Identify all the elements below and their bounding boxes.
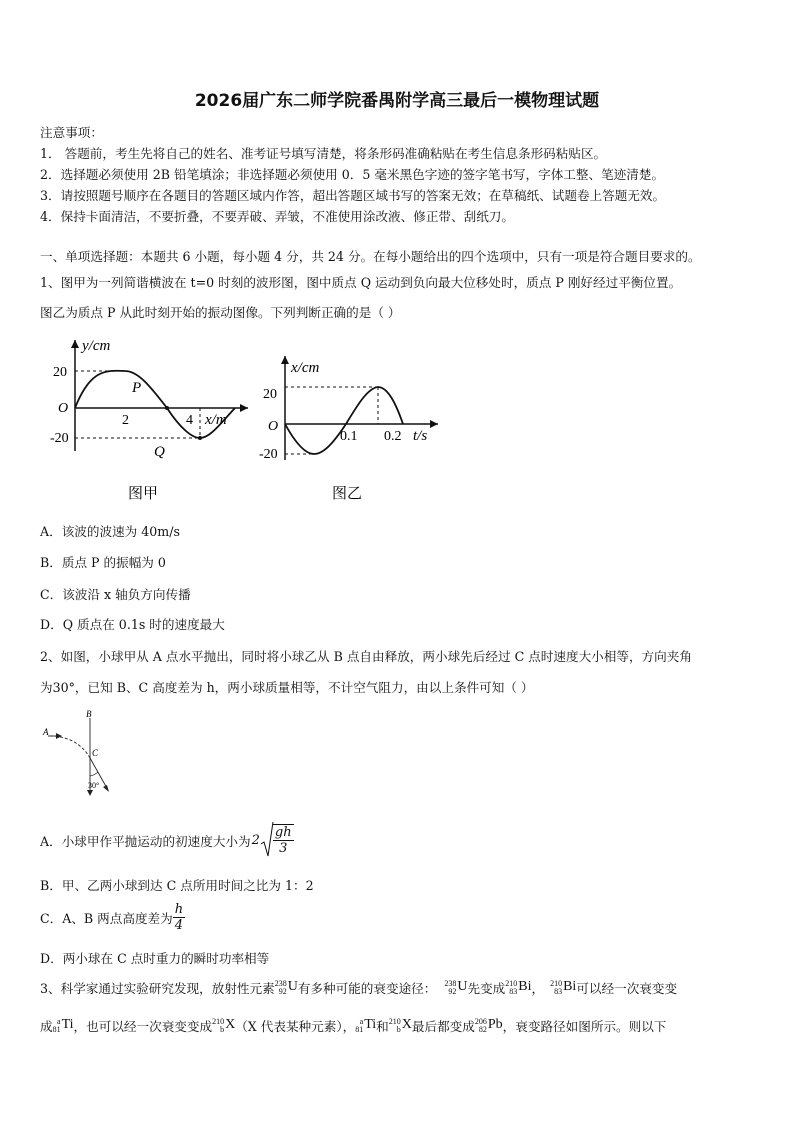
origin-label: O (268, 419, 279, 434)
element-symbol: X (225, 1017, 236, 1033)
y-axis-label: y/cm (82, 338, 111, 354)
sqrt-sign-icon (260, 820, 274, 860)
question-text: 和 (376, 1019, 389, 1034)
x-axis-label: x/m (205, 412, 227, 428)
mass-number: 210 (212, 1016, 225, 1026)
element-symbol: Bi (563, 979, 577, 995)
notice-item: 4．保持卡面清洁，不要折叠，不要弄破、弄皱，不准使用涂改液、修正带、刮纸刀。 (40, 209, 514, 224)
mass-number: 238 (274, 978, 287, 988)
q2-option-b: B．甲、乙两小球到达 C 点所用时间之比为 1：2 (40, 878, 314, 893)
question-text: 有多种可能的衰变途径： (297, 981, 437, 996)
x-tick-mid: 2 (122, 413, 129, 428)
question-3-line-1 (40, 978, 677, 997)
element-symbol: Bi (518, 979, 532, 995)
x-tick-end: 0.2 (384, 429, 402, 444)
q1-option-b: B．质点 P 的振幅为 0 (40, 555, 166, 570)
q2-option-c (40, 902, 185, 933)
atomic-number: 81 (355, 1024, 364, 1034)
q2-option-a (40, 820, 294, 860)
point-p-label: P (132, 380, 142, 396)
nuclide-x (389, 1017, 412, 1033)
origin-label: O (58, 401, 69, 416)
question-text: ， (531, 981, 545, 996)
question-text: 最后都变成 (411, 1019, 475, 1034)
atomic-number: 92 (448, 986, 457, 996)
option-text: C．A、B 两点高度差为 (40, 911, 173, 926)
question-text: 可以经一次衰变变 (576, 981, 678, 996)
element-symbol: U (457, 979, 468, 995)
question-2-text: 2、如图，小球甲从 A 点水平抛出，同时将小球乙从 B 点自由释放，两小球先后经过 C 点时速度大小相等，方向夹角 (40, 649, 692, 664)
y-tick-top: 20 (263, 387, 277, 402)
atomic-number: 92 (278, 986, 287, 996)
mass-number: a (359, 1016, 364, 1026)
x-axis-label: t/s (413, 428, 428, 444)
nuclide-x (212, 1017, 235, 1033)
angle-label: 30° (88, 781, 100, 790)
mass-number: a (57, 1016, 61, 1026)
vibration-graph-figure-yi (258, 352, 448, 506)
y-tick-bottom: -20 (50, 431, 69, 446)
y-tick-top: 20 (53, 365, 67, 380)
question-3-line-2 (40, 1016, 666, 1035)
point-c-label: C (92, 748, 99, 758)
notice-item: 1． 答题前，考生先将自己的姓名、准考证号填写清楚，将条形码准确粘贴在考生信息条形码粘贴区。 (40, 146, 607, 161)
fraction-numerator: h (174, 902, 184, 917)
nuclide-u238 (444, 979, 467, 995)
nuclide-bi210 (505, 979, 531, 995)
atomic-number: b (396, 1024, 401, 1034)
y-tick-bottom: -20 (259, 447, 278, 462)
mass-number: 210 (388, 1016, 401, 1026)
option-text: A．小球甲作平抛运动的初速度大小为 (40, 833, 251, 849)
atomic-number: 83 (554, 986, 563, 996)
notice-item: 3．请按照题号顺序在各题目的答题区域内作答，超出答题区域书写的答案无效；在草稿纸、试题卷上答题无效。 (40, 188, 666, 203)
x-tick-end: 4 (186, 413, 193, 428)
atomic-number: 81 (52, 1024, 61, 1034)
nuclide-u238 (275, 979, 298, 995)
element-symbol: Ti (61, 1017, 74, 1033)
y-axis-label: x/cm (291, 360, 320, 376)
point-b-label: B (86, 709, 92, 719)
question-text: 成 (40, 1019, 53, 1034)
figure-caption: 图甲 (128, 484, 159, 502)
notice-heading: 注意事项： (40, 125, 103, 140)
fraction (173, 902, 185, 933)
q1-option-d: D．Q 质点在 0.1s 时的速度最大 (40, 617, 225, 632)
question-1-text: 1、图甲为一列简谐横波在 t=0 时刻的波形图，图中质点 Q 运动到负向最大位移处时，质点 P 刚好经过平衡位置。 (40, 275, 682, 290)
question-text: 3、科学家通过实验研究发现，放射性元素 (40, 981, 275, 996)
question-text: ，也可以经一次衰变变成 (73, 1019, 213, 1034)
point-p-marker (165, 406, 169, 410)
notice-item: 2．选择题必须使用 2B 铅笔填涂；非选择题必须使用 0．5 毫米黑色字迹的签字笔书写，字体工整、笔迹清楚。 (40, 167, 665, 182)
figure-caption: 图乙 (332, 484, 363, 502)
atomic-number: b (220, 1024, 225, 1034)
fraction-numerator: gh (274, 825, 292, 840)
nuclide-pb206 (475, 1017, 503, 1033)
atomic-number: 83 (509, 986, 518, 996)
element-symbol: Ti (364, 1017, 377, 1033)
point-a-label: A (43, 727, 49, 737)
element-symbol: U (287, 979, 298, 995)
question-text: 先变成 (467, 981, 506, 996)
q1-option-c: C．该波沿 x 轴负方向传播 (40, 587, 191, 602)
coefficient: 2 (251, 832, 260, 848)
nuclide-ti (355, 1017, 376, 1033)
section-heading: 一、单项选择题：本题共 6 小题，每小题 4 分，共 24 分。在每小题给出的四个选项中，只有一项是符合题目要求的。 (40, 249, 701, 264)
fraction-denominator: 3 (279, 841, 288, 856)
nuclide-bi210 (550, 979, 576, 995)
projectile-figure (40, 706, 120, 798)
mass-number: 206 (474, 1016, 487, 1026)
mass-number: 210 (505, 978, 518, 988)
wave-graph-figure-jia (50, 336, 250, 506)
sqrt-fraction (273, 824, 294, 856)
page-title: 2026届广东二师学院番禺附学高三最后一模物理试题 (194, 91, 600, 111)
question-text: （X 代表某种元素）， (235, 1019, 356, 1034)
nuclide-ti (53, 1017, 74, 1033)
atomic-number: 82 (478, 1024, 487, 1034)
q2-option-d: D．两小球在 C 点时重力的瞬时功率相等 (40, 951, 270, 966)
mass-number: 238 (444, 978, 457, 988)
x-tick-mid: 0.1 (340, 429, 358, 444)
question-1-text: 图乙为质点 P 从此时刻开始的振动图像。下列判断正确的是（ ） (40, 305, 401, 320)
question-text: ，衰变路径如图所示。则以下 (502, 1019, 667, 1034)
element-symbol: X (401, 1017, 412, 1033)
q1-option-a: A．该波的波速为 40m/s (40, 524, 180, 539)
question-2-text: 为30°，已知 B、C 高度差为 h，两小球质量相等，不计空气阻力，由以上条件可知（ ） (40, 680, 534, 695)
element-symbol: Pb (487, 1017, 503, 1033)
fraction-denominator: 4 (174, 918, 184, 933)
point-q-marker (198, 436, 202, 440)
point-q-label: Q (154, 444, 165, 460)
mass-number: 210 (550, 978, 563, 988)
